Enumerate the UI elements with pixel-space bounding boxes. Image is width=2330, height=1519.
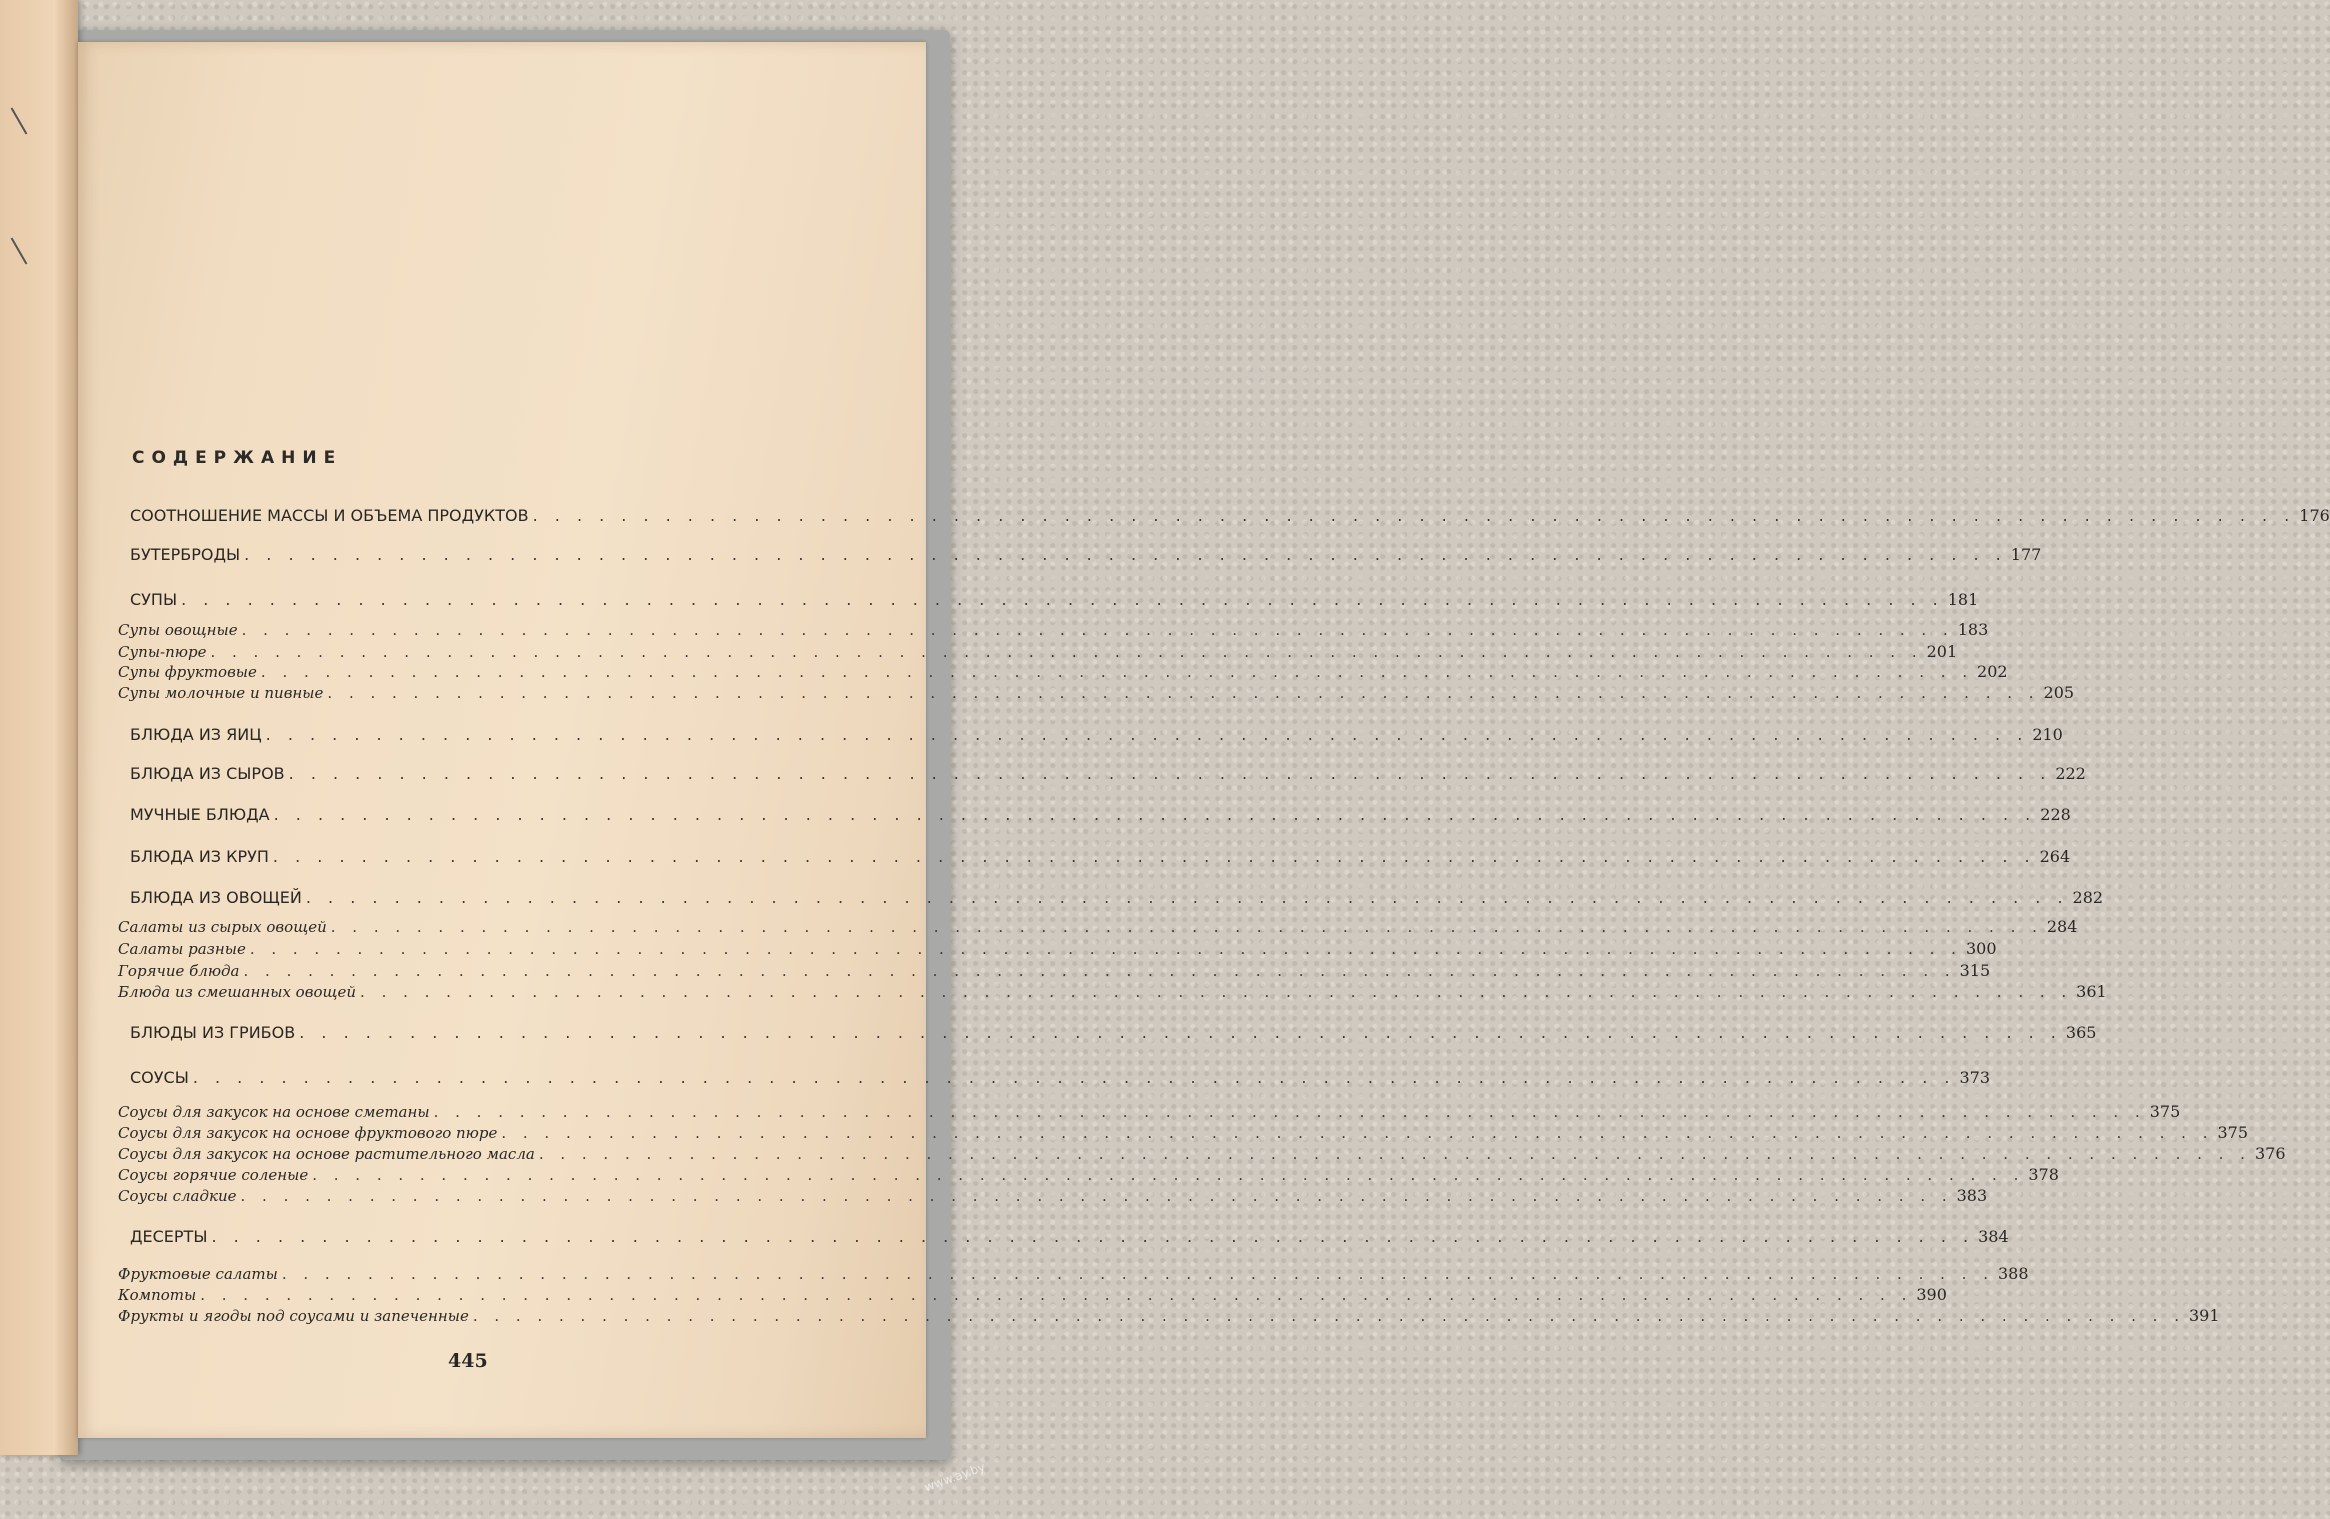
toc-leader-dots: . . . . . . . . . . . . . . . . . . . . . . . . . . . . . . . . . . . . . . . . . . . . . . . . . . . . . . . . . . . . . . . . . . . . . . . . . . . . . . . . bbox=[532, 506, 2296, 525]
toc-subsection-entry bbox=[118, 1123, 2249, 1142]
toc-heading: СОДЕРЖАНИЕ bbox=[132, 448, 343, 468]
toc-entry-label: Салаты разные bbox=[118, 940, 246, 958]
toc-entry-page: 365 bbox=[2065, 1023, 2097, 1042]
toc-leader-dots: . . . . . . . . . . . . . . . . . . . . . . . . . . . . . . . . . . . . . . . . . . . . . . . . . . . . . . . . . . . . . . . . . . . . . . . . . . . . . . . . bbox=[433, 1103, 2146, 1121]
toc-leader-dots: . . . . . . . . . . . . . . . . . . . . . . . . . . . . . . . . . . . . . . . . . . . . . . . . . . . . . . . . . . . . . . . . . . . . . . . . . . . . . . . . bbox=[288, 764, 2052, 783]
toc-entry-page: 282 bbox=[2072, 888, 2104, 907]
toc-leader-dots: . . . . . . . . . . . . . . . . . . . . . . . . . . . . . . . . . . . . . . . . . . . . . . . . . . . . . . . . . . . . . . . . . . . . . . . . . . . . . . . . bbox=[240, 1187, 1953, 1205]
watermark: www.ay.by bbox=[922, 1459, 987, 1495]
toc-entry-label: БЛЮДА ИЗ СЫРОВ bbox=[130, 764, 285, 783]
toc-leader-dots: . . . . . . . . . . . . . . . . . . . . . . . . . . . . . . . . . . . . . . . . . . . . . . . . . . . . . . . . . . . . . . . . . . . . . . . . . . . . . . . . bbox=[200, 1286, 1913, 1304]
toc-leader-dots: . . . . . . . . . . . . . . . . . . . . . . . . . . . . . . . . . . . . . . . . . . . . . . . . . . . . . . . . . . . . . . . . . . . . . . . . . . . . . . . . bbox=[272, 847, 2036, 866]
toc-entry-label: Супы молочные и пивные bbox=[118, 684, 324, 702]
toc-entry-page: 375 bbox=[2217, 1123, 2249, 1142]
toc-leader-dots: . . . . . . . . . . . . . . . . . . . . . . . . . . . . . . . . . . . . . . . . . . . . . . . . . . . . . . . . . . . . . . . . . . . . . . . . . . . . . . . . bbox=[538, 1145, 2251, 1163]
toc-entry-page: 375 bbox=[2149, 1102, 2181, 1121]
toc-entry-label: Фрукты и ягоды под соусами и запеченные bbox=[118, 1307, 469, 1325]
toc-entry-page: 222 bbox=[2055, 764, 2086, 783]
toc-leader-dots: . . . . . . . . . . . . . . . . . . . . . . . . . . . . . . . . . . . . . . . . . . . . . . . . . . . . . . . . . . . . . . . . . . . . . . . . . . . . . . . . bbox=[299, 1023, 2062, 1042]
toc-entry-label: Компоты bbox=[118, 1286, 197, 1304]
toc-subsection-entry bbox=[118, 662, 2008, 681]
toc-section-entry bbox=[130, 590, 1979, 609]
toc-entry-page: 201 bbox=[1926, 642, 1958, 661]
toc-entry-page: 383 bbox=[1956, 1186, 1988, 1205]
left-page-mark bbox=[11, 108, 28, 135]
toc-entry-label: Соусы сладкие bbox=[118, 1187, 237, 1205]
toc-leader-dots: . . . . . . . . . . . . . . . . . . . . . . . . . . . . . . . . . . . . . . . . . . . . . . . . . . . . . . . . . . . . . . . . . . . . . . . . . . . . . . . . bbox=[305, 888, 2069, 907]
toc-leader-dots: . . . . . . . . . . . . . . . . . . . . . . . . . . . . . . . . . . . . . . . . . . . . . . . . . . . . . . . . . . . . . . . . . . . . . . . . . . . . . . . . bbox=[211, 1227, 1975, 1246]
toc-entry-label: БЛЮДА ИЗ КРУП bbox=[130, 847, 269, 866]
toc-section-entry bbox=[130, 506, 2330, 525]
toc-entry-label: Соусы горячие соленые bbox=[118, 1166, 309, 1184]
toc-section-entry bbox=[130, 888, 2104, 907]
toc-entry-page: 228 bbox=[2040, 805, 2071, 824]
toc-leader-dots: . . . . . . . . . . . . . . . . . . . . . . . . . . . . . . . . . . . . . . . . . . . . . . . . . . . . . . . . . . . . . . . . . . . . . . . . . . . . . . . . bbox=[249, 940, 1962, 958]
toc-entry-label: БУТЕРБРОДЫ bbox=[130, 545, 241, 564]
toc-section-entry bbox=[130, 545, 2042, 564]
toc-entry-label: БЛЮДЫ ИЗ ГРИБОВ bbox=[130, 1023, 296, 1042]
toc-leader-dots: . . . . . . . . . . . . . . . . . . . . . . . . . . . . . . . . . . . . . . . . . . . . . . . . . . . . . . . . . . . . . . . . . . . . . . . . . . . . . . . . bbox=[265, 725, 2029, 744]
toc-entry-page: 376 bbox=[2254, 1144, 2286, 1163]
toc-entry-label: СУПЫ bbox=[130, 590, 178, 609]
toc-entry-label: Супы-пюре bbox=[118, 643, 207, 661]
left-page-mark bbox=[11, 238, 28, 265]
toc-leader-dots: . . . . . . . . . . . . . . . . . . . . . . . . . . . . . . . . . . . . . . . . . . . . . . . . . . . . . . . . . . . . . . . . . . . . . . . . . . . . . . . . bbox=[181, 590, 1944, 609]
toc-entry-page: 205 bbox=[2043, 683, 2075, 702]
toc-entry-page: 202 bbox=[1977, 662, 2008, 681]
toc-entry-page: 315 bbox=[1959, 961, 1991, 980]
toc-subsection-entry bbox=[118, 642, 1958, 661]
toc-leader-dots: . . . . . . . . . . . . . . . . . . . . . . . . . . . . . . . . . . . . . . . . . . . . . . . . . . . . . . . . . . . . . . . . . . . . . . . . . . . . . . . . bbox=[327, 684, 2040, 702]
toc-entry-page: 176 bbox=[2299, 506, 2330, 525]
toc-entry-label: Соусы для закусок на основе фруктового пюре bbox=[118, 1124, 498, 1142]
toc-leader-dots: . . . . . . . . . . . . . . . . . . . . . . . . . . . . . . . . . . . . . . . . . . . . . . . . . . . . . . . . . . . . . . . . . . . . . . . . . . . . . . . . bbox=[273, 805, 2037, 824]
toc-entry-label: Блюда из смешанных овощей bbox=[118, 983, 357, 1001]
toc-entry-page: 181 bbox=[1947, 590, 1979, 609]
toc-subsection-entry bbox=[118, 683, 2075, 702]
toc-entry-label: БЛЮДА ИЗ ОВОЩЕЙ bbox=[130, 888, 302, 907]
toc-subsection-entry bbox=[118, 1285, 1947, 1304]
toc-section-entry bbox=[130, 1227, 2009, 1246]
toc-entry-page: 361 bbox=[2076, 982, 2107, 1001]
toc-subsection-entry bbox=[118, 1144, 2286, 1163]
left-page-edge bbox=[0, 0, 78, 1455]
toc-subsection-entry bbox=[118, 917, 2078, 936]
toc-leader-dots: . . . . . . . . . . . . . . . . . . . . . . . . . . . . . . . . . . . . . . . . . . . . . . . . . . . . . . . . . . . . . . . . . . . . . . . . . . . . . . . . bbox=[244, 545, 2007, 564]
toc-entry-page: 384 bbox=[1978, 1227, 2009, 1246]
toc-leader-dots: . . . . . . . . . . . . . . . . . . . . . . . . . . . . . . . . . . . . . . . . . . . . . . . . . . . . . . . . . . . . . . . . . . . . . . . . . . . . . . . . bbox=[260, 663, 1974, 681]
toc-section-entry bbox=[130, 764, 2086, 783]
toc-section-entry bbox=[130, 805, 2071, 824]
toc-entry-label: Супы фруктовые bbox=[118, 663, 257, 681]
toc-entry-label: Супы овощные bbox=[118, 621, 238, 639]
toc-section-entry bbox=[130, 1068, 1991, 1087]
toc-leader-dots: . . . . . . . . . . . . . . . . . . . . . . . . . . . . . . . . . . . . . . . . . . . . . . . . . . . . . . . . . . . . . . . . . . . . . . . . . . . . . . . . bbox=[192, 1068, 1956, 1087]
toc-section-entry bbox=[130, 725, 2063, 744]
toc-leader-dots: . . . . . . . . . . . . . . . . . . . . . . . . . . . . . . . . . . . . . . . . . . . . . . . . . . . . . . . . . . . . . . . . . . . . . . . . . . . . . . . . bbox=[360, 983, 2073, 1001]
toc-leader-dots: . . . . . . . . . . . . . . . . . . . . . . . . . . . . . . . . . . . . . . . . . . . . . . . . . . . . . . . . . . . . . . . . . . . . . . . . . . . . . . . . bbox=[472, 1307, 2185, 1325]
toc-entry-page: 378 bbox=[2028, 1165, 2059, 1184]
toc-entry-page: 390 bbox=[1916, 1285, 1947, 1304]
toc-entry-label: ДЕСЕРТЫ bbox=[130, 1227, 208, 1246]
toc-subsection-entry bbox=[118, 1102, 2181, 1121]
toc-subsection-entry bbox=[118, 1264, 2029, 1283]
toc-entry-page: 183 bbox=[1957, 620, 1989, 639]
toc-subsection-entry bbox=[118, 1186, 1988, 1205]
toc-entry-label: Фруктовые салаты bbox=[118, 1265, 278, 1283]
toc-subsection-entry bbox=[118, 939, 1997, 958]
toc-subsection-entry bbox=[118, 961, 1991, 980]
toc-entry-page: 373 bbox=[1959, 1068, 1991, 1087]
toc-leader-dots: . . . . . . . . . . . . . . . . . . . . . . . . . . . . . . . . . . . . . . . . . . . . . . . . . . . . . . . . . . . . . . . . . . . . . . . . . . . . . . . . bbox=[501, 1124, 2214, 1142]
toc-leader-dots: . . . . . . . . . . . . . . . . . . . . . . . . . . . . . . . . . . . . . . . . . . . . . . . . . . . . . . . . . . . . . . . . . . . . . . . . . . . . . . . . bbox=[330, 918, 2043, 936]
toc-entry-label: СОУСЫ bbox=[130, 1068, 189, 1087]
toc-leader-dots: . . . . . . . . . . . . . . . . . . . . . . . . . . . . . . . . . . . . . . . . . . . . . . . . . . . . . . . . . . . . . . . . . . . . . . . . . . . . . . . . bbox=[281, 1265, 1994, 1283]
toc-entry-label: Горячие блюда bbox=[118, 962, 240, 980]
toc-section-entry bbox=[130, 1023, 2097, 1042]
toc-entry-label: БЛЮДА ИЗ ЯИЦ bbox=[130, 725, 262, 744]
toc-leader-dots: . . . . . . . . . . . . . . . . . . . . . . . . . . . . . . . . . . . . . . . . . . . . . . . . . . . . . . . . . . . . . . . . . . . . . . . . . . . . . . . . bbox=[312, 1166, 2025, 1184]
toc-subsection-entry bbox=[118, 1306, 2220, 1325]
toc-leader-dots: . . . . . . . . . . . . . . . . . . . . . . . . . . . . . . . . . . . . . . . . . . . . . . . . . . . . . . . . . . . . . . . . . . . . . . . . . . . . . . . . bbox=[243, 962, 1956, 980]
toc-entry-label: Соусы для закусок на основе растительного масла bbox=[118, 1145, 535, 1163]
toc-subsection-entry bbox=[118, 1165, 2059, 1184]
toc-subsection-entry bbox=[118, 982, 2107, 1001]
toc-leader-dots: . . . . . . . . . . . . . . . . . . . . . . . . . . . . . . . . . . . . . . . . . . . . . . . . . . . . . . . . . . . . . . . . . . . . . . . . . . . . . . . . bbox=[210, 643, 1923, 661]
toc-entry-page: 210 bbox=[2032, 725, 2063, 744]
toc-entry-page: 284 bbox=[2046, 917, 2078, 936]
toc-leader-dots: . . . . . . . . . . . . . . . . . . . . . . . . . . . . . . . . . . . . . . . . . . . . . . . . . . . . . . . . . . . . . . . . . . . . . . . . . . . . . . . . bbox=[241, 621, 1954, 639]
page-number: 445 bbox=[448, 1350, 488, 1372]
toc-entry-page: 300 bbox=[1965, 939, 1997, 958]
toc-entry-page: 264 bbox=[2039, 847, 2071, 866]
toc-entry-page: 388 bbox=[1997, 1264, 2029, 1283]
toc-section-entry bbox=[130, 847, 2071, 866]
toc-entry-page: 391 bbox=[2188, 1306, 2220, 1325]
toc-entry-label: Соусы для закусок на основе сметаны bbox=[118, 1103, 430, 1121]
toc-entry-label: СООТНОШЕНИЕ МАССЫ И ОБЪЕМА ПРОДУКТОВ bbox=[130, 506, 529, 525]
toc-entry-label: МУЧНЫЕ БЛЮДА bbox=[130, 805, 270, 824]
toc-entry-label: Салаты из сырых овощей bbox=[118, 918, 327, 936]
toc-entry-page: 177 bbox=[2010, 545, 2042, 564]
toc-subsection-entry bbox=[118, 620, 1989, 639]
